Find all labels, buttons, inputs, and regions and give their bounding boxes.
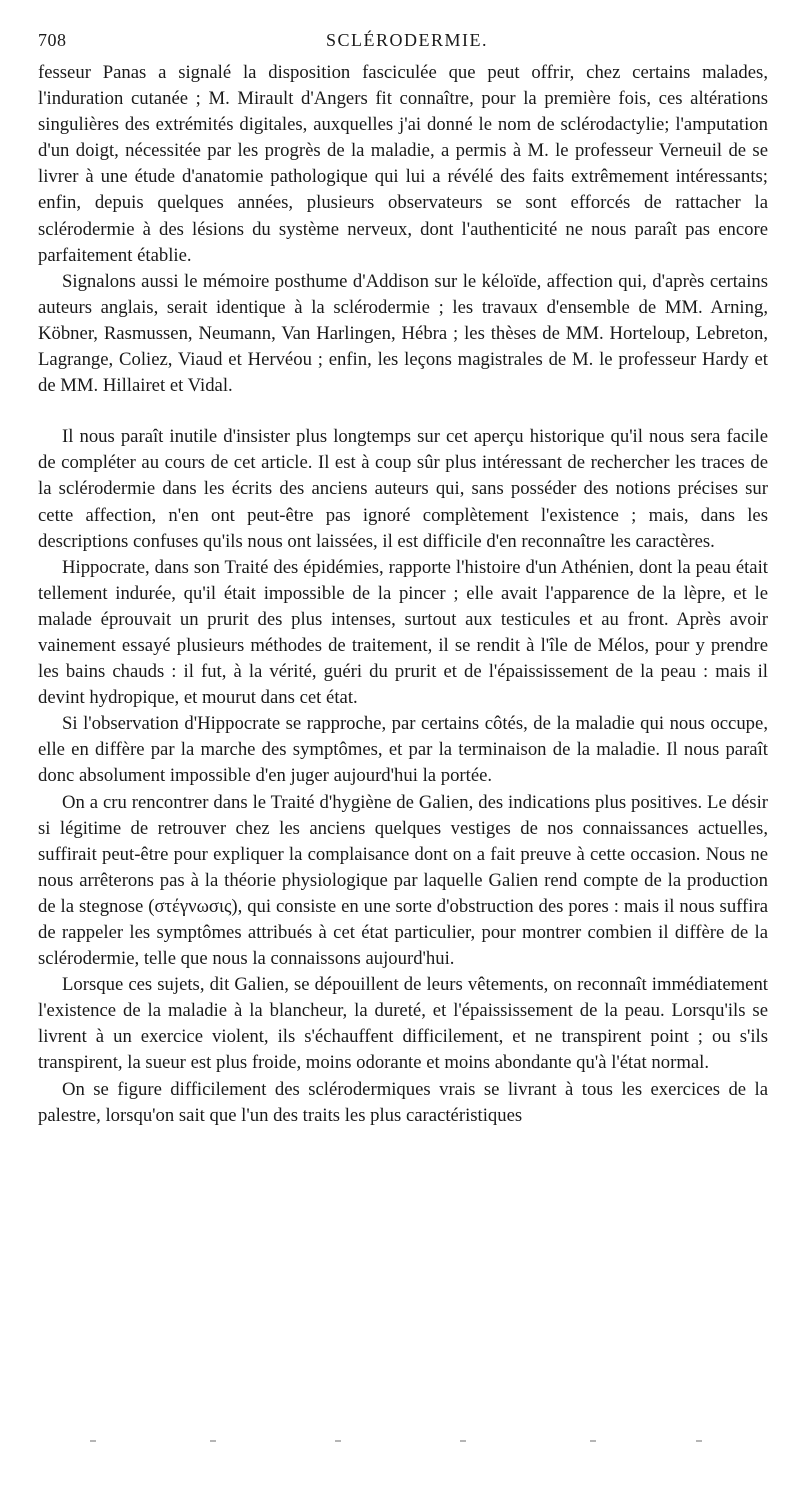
page-number: 708: [38, 30, 67, 50]
running-title: SCLÉRODERMIE.: [326, 30, 489, 50]
section-break: [38, 399, 768, 424]
paragraph-palestre: On se figure difficilement des sclérodermiques vrais se livrant à tous les exercices de la palestre, lorsqu'on sait que l'un des traits les plus caractéristiques: [38, 1078, 768, 1126]
scan-speck: [210, 1440, 216, 1442]
paragraph-hippocrates: Hippocrate, dans son Traité des épidémies, rapporte l'histoire d'un Athénien, dont la peau était tellement indurée, qu'il était impossible de la pincer ; elle avait l'apparence de la lèpre, et le malade éprouvait un prurit des plus intenses, surtout aux testicules et au front. Après avoir vainement essayé plusieurs méthodes de traitement, il se rendit à l'île de Mélos, pour y prendre les bains chauds : il fut, à la vérité, guéri du prurit et de l'épaississement de la peau : mais il devint hydropique, et mourut dans cet état.: [38, 556, 768, 709]
paragraph-galen-hygiene: On a cru rencontrer dans le Traité d'hygiène de Galien, des indications plus positives. Le désir si légitime de retrouver chez les anciens quelques vestiges de nos connaissances actuelles, suffirait peut-être pour expliquer la complaisance dont on a fait preuve à cette occasion. Nous ne nous arrêterons pas à la théorie physiologique par laquelle Galien rend compte de la production de la stegnose (στέγνωσις), qui consiste en une sorte d'obstruction des pores : mais il nous suffira de rappeler les symptômes attribués à cet état particulier, pour montrer combien il diffère de la sclérodermie, telle que nous la connaissons aujourd'hui.: [38, 791, 768, 970]
scan-speck: [696, 1440, 702, 1442]
paragraph-hippocrates-comparison: Si l'observation d'Hippocrate se rapproche, par certains côtés, de la maladie qui nous occupe, elle en diffère par la marche des symptômes, et par la terminaison de la maladie. Il nous paraît donc absolument impossible d'en juger aujourd'hui la portée.: [38, 713, 768, 787]
scan-speckles: [90, 1440, 710, 1446]
paragraph-addison-memoir: Signalons aussi le mémoire posthume d'Addison sur le kéloïde, affection qui, d'après certains auteurs anglais, serait identique à la sclérodermie ; les travaux d'ensemble de MM. Arning, Köbner, Rasmussen, Neumann, Van Harlingen, Hébra ; les thèses de MM. Horteloup, Lebreton, Lagrange, Coliez, Viaud et Hervéou ; enfin, les leçons magistrales de M. le professeur Hardy et de MM. Hillairet et Vidal.: [38, 270, 768, 397]
scan-speck: [90, 1440, 96, 1442]
scan-speck: [590, 1440, 596, 1442]
page-header: [38, 30, 768, 60]
document-page: [38, 30, 768, 1129]
scan-speck: [460, 1440, 466, 1442]
scan-speck: [335, 1440, 341, 1442]
paragraph-galen-quote: Lorsque ces sujets, dit Galien, se dépouillent de leurs vêtements, on reconnaît immédiatement l'existence de la maladie à la blancheur, la dureté, et l'épaississement de la peau. Lorsqu'ils se livrent à un exercice violent, ils s'échauffent difficilement, et ne transpirent point ; ou s'ils transpirent, la sueur est plus froide, moins odorante et moins abondante qu'à l'état normal.: [38, 974, 768, 1074]
paragraph-historical-continuation: fesseur Panas a signalé la disposition fasciculée que peut offrir, chez certains malades, l'induration cutanée ; M. Mirault d'Angers fit connaître, pour la première fois, ces altérations singulières des extrémités digitales, auxquelles j'ai donné le nom de sclérodactylie; l'amputation d'un doigt, nécessitée par les progrès de la maladie, a permis à M. le professeur Verneuil de se livrer à une étude d'anatomie pathologique qui lui a révélé des faits extrêmement intéressants; enfin, depuis quelques années, plusieurs observateurs se sont efforcés de rattacher la sclérodermie à des lésions du système nerveux, dont l'authenticité ne nous paraît pas encore parfaitement établie.: [38, 62, 768, 266]
paragraph-ancient-authors: Il nous paraît inutile d'insister plus longtemps sur cet aperçu historique qu'il nous sera facile de compléter au cours de cet article. Il est à coup sûr plus intéressant de rechercher les traces de la sclérodermie dans les écrits des anciens auteurs qui, sans posséder des notions précises sur cette affection, n'en ont peut-être pas ignoré complètement l'existence ; mais, dans les descriptions confuses qu'ils nous ont laissées, il est difficile d'en reconnaître les caractères.: [38, 426, 768, 552]
